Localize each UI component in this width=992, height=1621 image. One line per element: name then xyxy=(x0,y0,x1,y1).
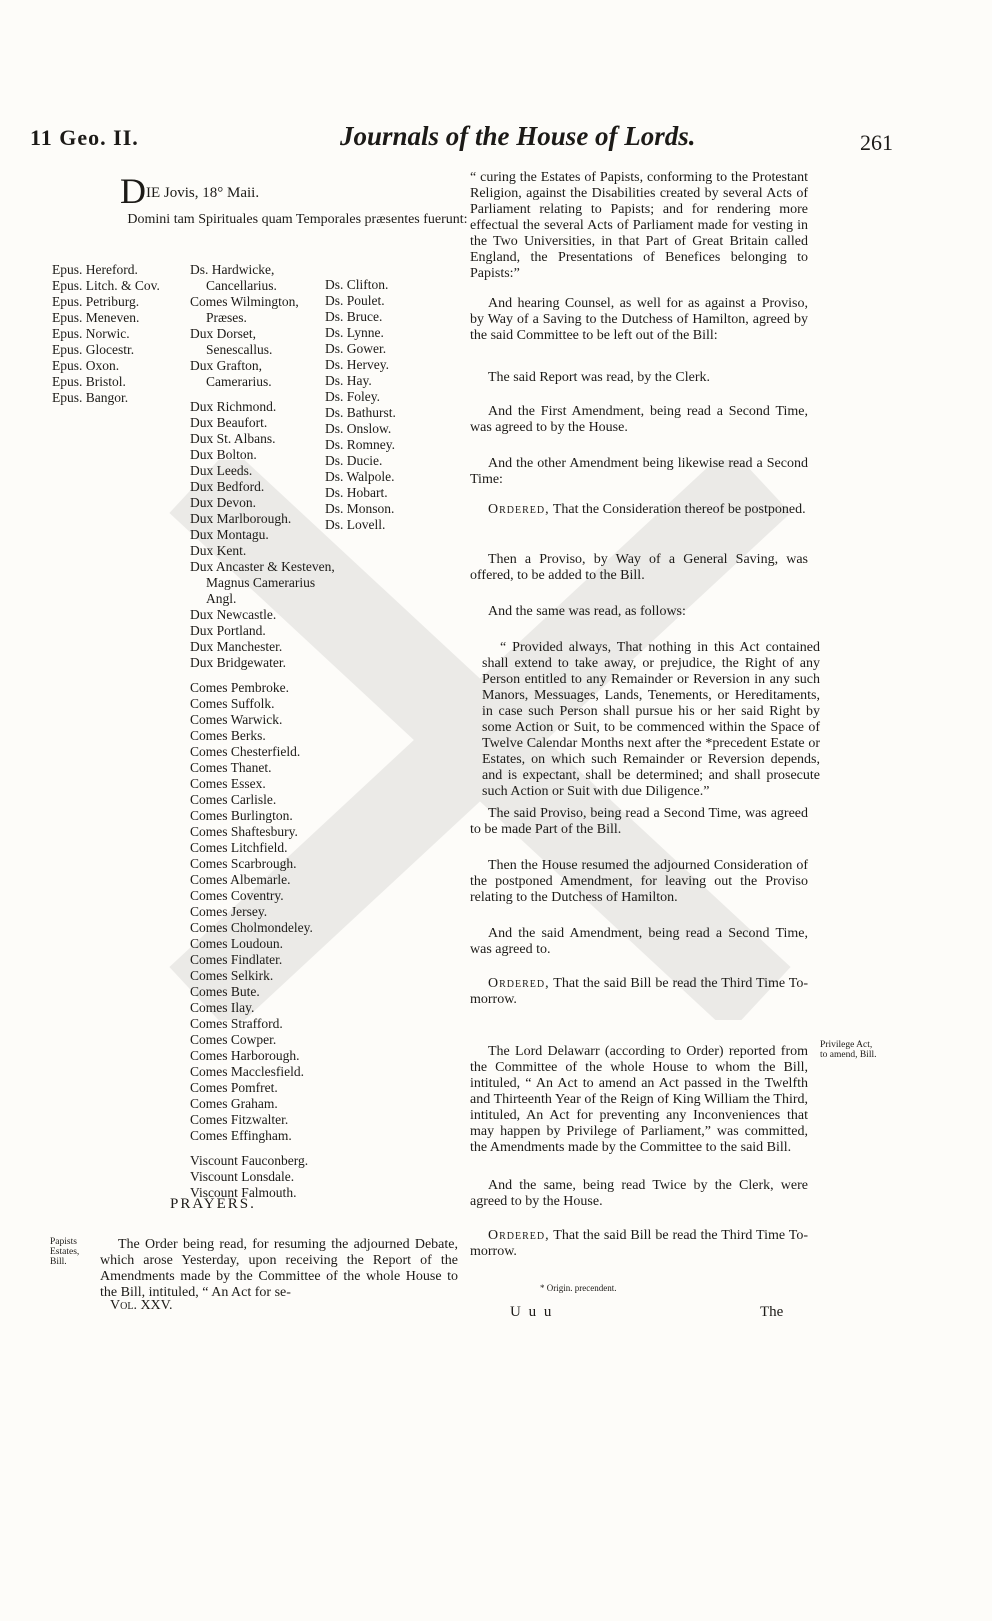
right-paragraph-16 xyxy=(470,1228,808,1260)
lord-entry: Ds. Lynne. xyxy=(325,325,384,340)
lord-entry: Ds. Monson. xyxy=(325,501,395,516)
lord-entry: Ds. Hay. xyxy=(325,373,372,388)
lord-entry: Comes Bute. xyxy=(190,984,260,999)
running-head-title: Journals of the House of Lords. xyxy=(340,121,696,151)
present-heading: Domini tam Spirituales quam Temporales præsentes fuerunt: xyxy=(127,212,468,227)
right-paragraph-7: Then a Proviso, by Way of a General Saving, was offered, to be added to the Bill. xyxy=(470,552,808,583)
lord-entry: Viscount Fauconberg. xyxy=(190,1153,309,1168)
lords-column-2 xyxy=(190,262,340,1201)
dateline xyxy=(120,170,259,212)
lord-entry: Dux Devon. xyxy=(190,495,256,510)
lord-entry: Comes Shaftesbury. xyxy=(190,824,298,839)
lord-entry: Ds. Hobart. xyxy=(325,485,388,500)
lord-entry: Dux Richmond. xyxy=(190,399,277,414)
lord-entry: Dux Bolton. xyxy=(190,447,257,462)
lord-entry: Ds. Clifton. xyxy=(325,277,389,292)
lord-entry: Comes Cholmondeley. xyxy=(190,920,313,935)
lord-entry: Comes Wilmington, xyxy=(190,294,299,309)
right-paragraph-6 xyxy=(470,502,808,518)
lord-entry: Ds. Romney. xyxy=(325,437,395,452)
lord-entry: Epus. Bangor. xyxy=(52,390,129,405)
lord-entry: Ds. Bruce. xyxy=(325,309,383,324)
lord-entry: Dux Bridgewater. xyxy=(190,655,286,670)
lord-entry: Dux Leeds. xyxy=(190,463,253,478)
lord-entry: Ds. Poulet. xyxy=(325,293,385,308)
lord-office: Senescallus. xyxy=(206,342,273,357)
lord-entry: Ds. Hervey. xyxy=(325,357,389,372)
lord-entry: Dux Bedford. xyxy=(190,479,265,494)
ordered-text: That the Consideration thereof be postponed. xyxy=(549,502,806,517)
lord-entry: Comes Ilay. xyxy=(190,1000,255,1015)
lords-column-1 xyxy=(52,262,160,406)
lord-entry: Dux Dorset, xyxy=(190,326,256,341)
right-paragraph-13 xyxy=(470,976,808,1008)
lord-entry: Dux Marlborough. xyxy=(190,511,292,526)
lord-entry: Comes Jersey. xyxy=(190,904,268,919)
lord-entry: Comes Strafford. xyxy=(190,1016,283,1031)
lord-entry: Comes Essex. xyxy=(190,776,266,791)
lord-entry: Epus. Meneven. xyxy=(52,310,140,325)
lord-entry: Comes Loudoun. xyxy=(190,936,283,951)
right-paragraph-2: And hearing Counsel, as well for as against a Proviso, by Way of a Saving to the Dutchess of Hamilton, agreed by the said Committee to be left out of the Bill: xyxy=(470,296,808,343)
catchword: The xyxy=(760,1304,784,1320)
dateline-text: IE Jovis, 18° Maii. xyxy=(146,185,260,201)
lord-entry: Ds. Foley. xyxy=(325,389,381,404)
right-paragraph-1: “ curing the Estates of Papists, conforming to the Protestant Religion, against the Disabilities created by several Acts of Parliament relating to Papists; and for rendering more effectual the several Acts of Parliament made for vesting in the Two Universities, in that Part of Great Britain called England, the Presentations of Benefices belonging to Papists:” xyxy=(470,170,808,281)
footnote: * Origin. precendent. xyxy=(540,1283,617,1293)
lord-entry: Ds. Hardwicke, xyxy=(190,262,275,277)
margin-note-papists: Papists Estates, Bill. xyxy=(50,1237,80,1267)
right-paragraph-8: And the same was read, as follows: xyxy=(488,604,686,619)
lord-entry: Comes Litchfield. xyxy=(190,840,288,855)
lord-entry: Epus. Oxon. xyxy=(52,358,120,373)
left-paragraph: The Order being read, for resuming the adjourned Debate, which arose Yesterday, upon receiving the Report of the Amendments made by the Committee of the whole House to the Bill, intituled, “ An Act for se- xyxy=(100,1237,458,1300)
lord-entry: Comes Coventry. xyxy=(190,888,284,903)
lord-entry: Epus. Glocestr. xyxy=(52,342,135,357)
lord-entry: Dux Beaufort. xyxy=(190,415,268,430)
ordered-text: That the said Bill be read the Third Time To-morrow. xyxy=(470,976,808,1007)
ordered-label: Ordered, xyxy=(488,502,550,517)
lord-entry: Comes Scarbrough. xyxy=(190,856,297,871)
lord-office: Cancellarius. xyxy=(206,278,277,293)
running-head-reign: 11 Geo. II. xyxy=(30,125,139,150)
right-paragraph-11: Then the House resumed the adjourned Consideration of the postponed Amendment, for leaving out the Proviso relating to the Dutchess of Hamilton. xyxy=(470,858,808,905)
margin-note-privilege: Privilege Act, to amend, Bill. xyxy=(820,1040,877,1060)
lord-entry: Comes Chesterfield. xyxy=(190,744,301,759)
lord-office: Camerarius. xyxy=(206,374,272,389)
lord-entry: Epus. Norwic. xyxy=(52,326,130,341)
right-paragraph-5: And the other Amendment being likewise read a Second Time: xyxy=(470,456,808,487)
lord-entry: Dux Manchester. xyxy=(190,639,283,654)
lord-entry: Ds. Bathurst. xyxy=(325,405,396,420)
lord-entry: Comes Selkirk. xyxy=(190,968,274,983)
ordered-label: Ordered, xyxy=(488,976,550,991)
lord-entry: Epus. Petriburg. xyxy=(52,294,140,309)
lords-column-3 xyxy=(325,277,396,533)
right-paragraph-4: And the First Amendment, being read a Second Time, was agreed to by the House. xyxy=(470,404,808,435)
lord-entry: Comes Warwick. xyxy=(190,712,283,727)
lord-entry: Dux Newcastle. xyxy=(190,607,277,622)
lord-entry: Ds. Onslow. xyxy=(325,421,392,436)
lord-entry: Ds. Ducie. xyxy=(325,453,383,468)
lord-entry: Dux St. Albans. xyxy=(190,431,276,446)
lord-entry: Dux Montagu. xyxy=(190,527,269,542)
prayers-heading: PRAYERS. xyxy=(170,1196,256,1212)
gathering-signature: U u u xyxy=(510,1304,554,1320)
right-paragraph-10: The said Proviso, being read a Second Time, was agreed to be made Part of the Bill. xyxy=(470,806,808,837)
ordered-text: That the said Bill be read the Third Time To-morrow. xyxy=(470,1228,808,1259)
lord-entry: Viscount Falmouth. xyxy=(190,1185,297,1200)
right-paragraph-12: And the said Amendment, being read a Second Time, was agreed to. xyxy=(470,926,808,957)
right-paragraph-14: The Lord Delawarr (according to Order) reported from the Committee of the whole House to whom the Bill, intituled, “ An Act to amend an Act passed in the Twelfth and Thirteenth Year of the Reign of King William the Third, intituled, An Act for preventing any Inconveniences that may happen by Privilege of Parliament,” was committed, the Amendments made by the Committee to the said Bill. xyxy=(470,1044,808,1155)
drop-cap: D xyxy=(120,171,146,211)
volume-signature: Vol. XXV. xyxy=(110,1298,173,1313)
ordered-label: Ordered, xyxy=(488,1228,550,1243)
lord-entry: Comes Thanet. xyxy=(190,760,272,775)
lord-entry: Ds. Gower. xyxy=(325,341,387,356)
lord-entry: Viscount Lonsdale. xyxy=(190,1169,295,1184)
lord-entry: Comes Effingham. xyxy=(190,1128,292,1143)
right-paragraph-15: And the same, being read Twice by the Clerk, were agreed to by the House. xyxy=(470,1178,808,1209)
lord-entry: Comes Pomfret. xyxy=(190,1080,278,1095)
lord-entry: Dux Kent. xyxy=(190,543,247,558)
lord-entry: Comes Graham. xyxy=(190,1096,278,1111)
lord-entry: Comes Cowper. xyxy=(190,1032,277,1047)
lord-entry: Comes Burlington. xyxy=(190,808,293,823)
lord-entry: Ds. Walpole. xyxy=(325,469,395,484)
lord-entry: Comes Albemarle. xyxy=(190,872,291,887)
lord-entry: Comes Carlisle. xyxy=(190,792,277,807)
right-paragraph-9: “ Provided always, That nothing in this Act contained shall extend to take away, or prejudice, the Right of any Person entitled to any Remainder or Reversion in any such Manors, Messuages, Lands, Tenements, or Hereditaments, in case such Person shall pursue his or her said Right by some Action or Suit, to be commenced within the Space of Twelve Calendar Months next after the *precedent Estate or Estates, on which such Remainder or Reversion depends, and is expectant, shall be determined; and shall prosecute such Action or Suit with due Diligence.” xyxy=(482,640,820,799)
lord-entry: Comes Macclesfield. xyxy=(190,1064,304,1079)
lord-entry: Comes Suffolk. xyxy=(190,696,275,711)
lord-office: Præses. xyxy=(206,310,247,325)
lord-entry: Comes Harborough. xyxy=(190,1048,300,1063)
lord-entry: Comes Pembroke. xyxy=(190,680,289,695)
lord-entry: Dux Ancaster & Kesteven, Magnus Camerarius Angl. xyxy=(190,559,335,606)
lord-entry: Ds. Lovell. xyxy=(325,517,386,532)
lord-entry: Epus. Litch. & Cov. xyxy=(52,278,160,293)
lord-entry: Comes Findlater. xyxy=(190,952,283,967)
lord-entry: Epus. Bristol. xyxy=(52,374,126,389)
lord-entry: Dux Portland. xyxy=(190,623,266,638)
lord-entry: Comes Berks. xyxy=(190,728,266,743)
page-number: 261 xyxy=(860,130,893,155)
lord-entry: Comes Fitzwalter. xyxy=(190,1112,289,1127)
right-paragraph-3: The said Report was read, by the Clerk. xyxy=(488,370,710,385)
lord-entry: Epus. Hereford. xyxy=(52,262,138,277)
lord-entry: Dux Grafton, xyxy=(190,358,262,373)
